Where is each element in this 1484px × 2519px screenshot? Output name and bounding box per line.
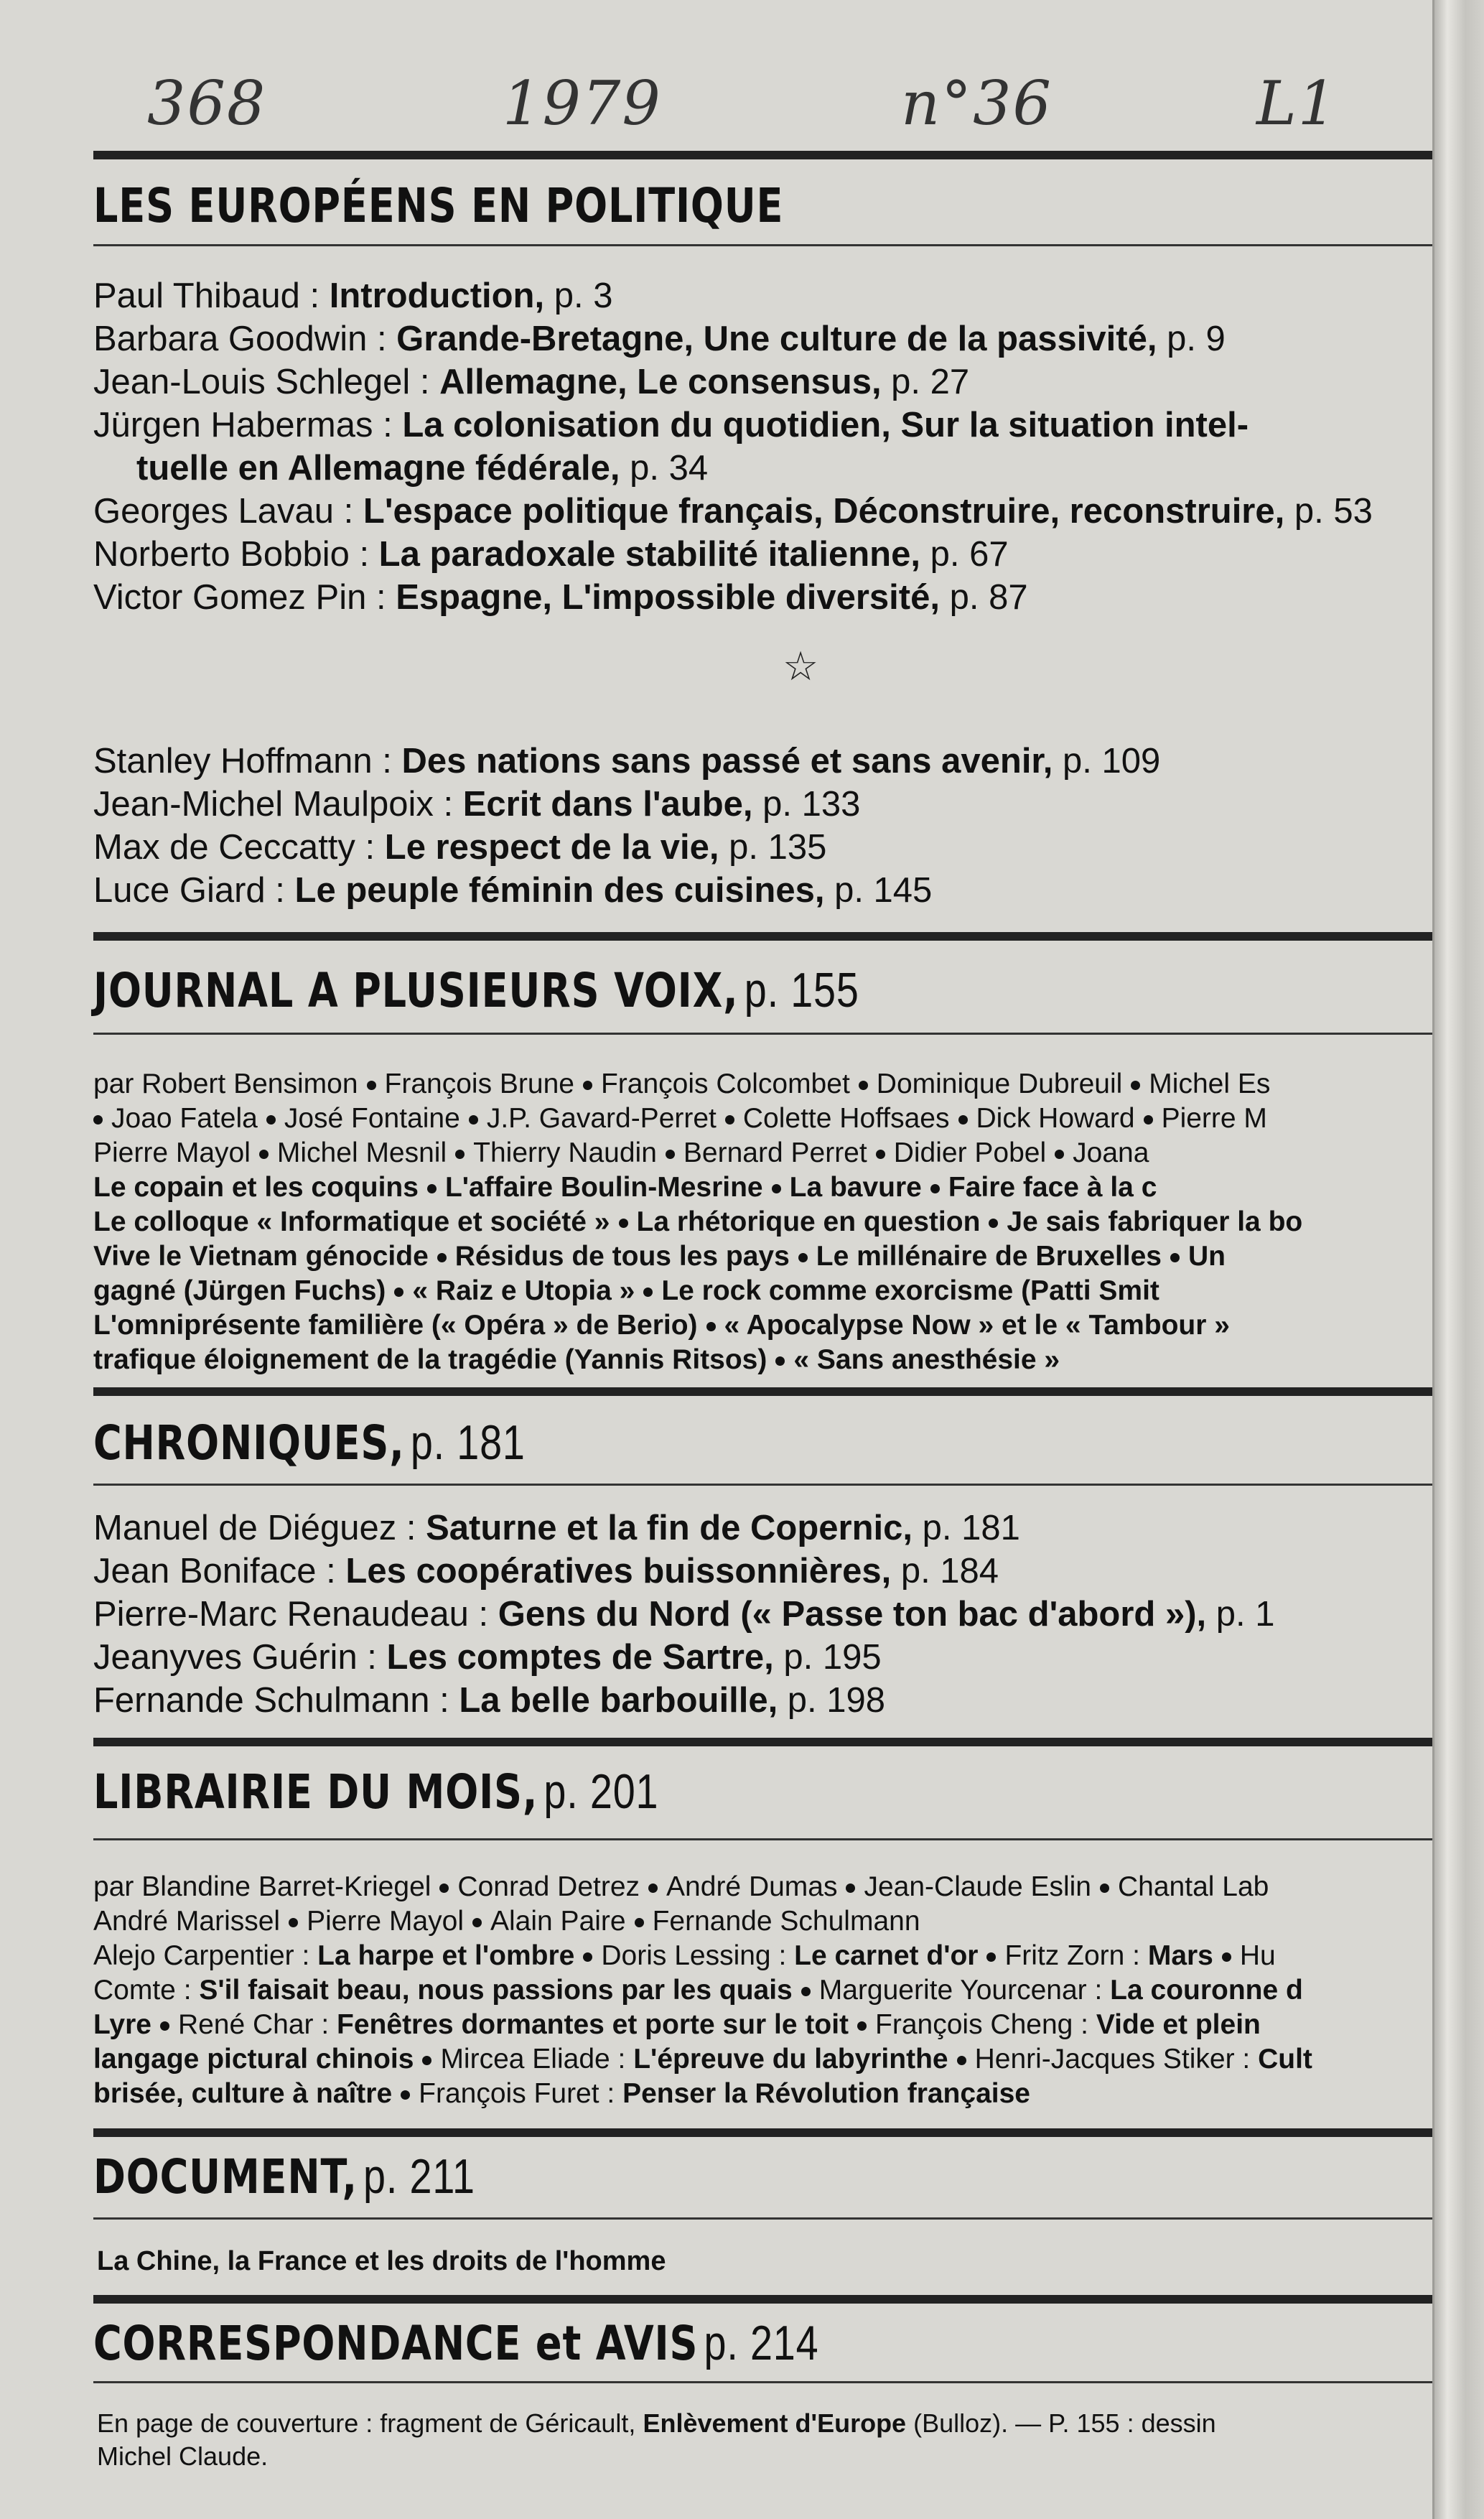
toc-entry: Luce Giard : Le peuple féminin des cuisines, p. 145 <box>93 871 933 910</box>
toc-entry: Max de Ceccatty : Le respect de la vie, p. 135 <box>93 828 827 867</box>
section-rule <box>93 1387 1457 1396</box>
europeens-entries-2 <box>93 740 1457 912</box>
cover-credit-line: En page de couverture : fragment de Géricault, Enlèvement d'Europe (Bulloz). — P. 155 : dessin <box>97 2408 1216 2438</box>
toc-entry: Jürgen Habermas : La colonisation du quotidien, Sur la situation intel- <box>93 406 1249 444</box>
toc-entry: Georges Lavau : L'espace politique français, Déconstruire, reconstruire, p. 53 <box>93 492 1373 531</box>
section-title-europeens: LES EUROPÉENS EN POLITIQUE <box>93 178 784 233</box>
librairie-authors-line: André Marissel Pierre Mayol Alain Paire Fernande Schulmann <box>93 1906 920 1937</box>
section-rule <box>93 151 1457 159</box>
handwritten-issue: n°36 <box>901 68 1053 139</box>
librairie-book-line: langage pictural chinois Mircea Eliade : L'épreuve du labyrinthe Henri-Jacques Stiker : Cult <box>93 2044 1312 2075</box>
journal-block <box>93 1067 1443 1377</box>
chroniques-entries <box>93 1507 1457 1722</box>
librairie-book-line: Alejo Carpentier : La harpe et l'ombre Doris Lessing : Le carnet d'or Fritz Zorn : Mars Hu <box>93 1940 1276 1971</box>
journal-topics-line: Le copain et les coquins L'affaire Boulin-Mesrine La bavure Faire face à la c <box>93 1172 1157 1203</box>
section-divider <box>93 244 1457 246</box>
section-divider <box>93 2381 1457 2383</box>
journal-topics-line: trafique éloignement de la tragédie (Yannis Ritsos) « Sans anesthésie » <box>93 1344 1060 1375</box>
cover-credit-line: Michel Claude. <box>97 2441 269 2471</box>
toc-entry: Paul Thibaud : Introduction, p. 3 <box>93 276 613 315</box>
toc-entry: Stanley Hoffmann : Des nations sans passé et sans avenir, p. 109 <box>93 742 1161 781</box>
section-divider <box>93 1484 1457 1486</box>
toc-entry: Norberto Bobbio : La paradoxale stabilité italienne, p. 67 <box>93 535 1009 574</box>
journal-authors-line: par Robert Bensimon François Brune François Colcombet Dominique Dubreuil Michel Es <box>93 1068 1271 1099</box>
librairie-block <box>93 1870 1443 2111</box>
star-icon: ☆ <box>783 643 819 689</box>
cover-credit <box>97 2407 1216 2473</box>
toc-entry: Victor Gomez Pin : Espagne, L'impossible diversité, p. 87 <box>93 578 1028 617</box>
section-divider <box>93 2217 1457 2220</box>
librairie-book-line: Lyre René Char : Fenêtres dormantes et porte sur le toit François Cheng : Vide et plein <box>93 2009 1261 2040</box>
section-title-correspondance: CORRESPONDANCE et AVIS p. 214 <box>93 2316 819 2371</box>
page-binding-edge <box>1432 0 1484 2519</box>
toc-entry: Manuel de Diéguez : Saturne et la fin de Copernic, p. 181 <box>93 1509 1020 1547</box>
journal-topics-line: gagné (Jürgen Fuchs) « Raiz e Utopia » Le rock comme exorcisme (Patti Smit <box>93 1275 1159 1306</box>
journal-authors-line: Pierre Mayol Michel Mesnil Thierry Naudin Bernard Perret Didier Pobel Joana <box>93 1137 1149 1168</box>
section-rule <box>93 2295 1457 2304</box>
section-rule <box>93 2128 1457 2137</box>
section-title-librairie: LIBRAIRIE DU MOIS, p. 201 <box>93 1764 659 1820</box>
section-rule <box>93 932 1457 941</box>
section-rule <box>93 1738 1457 1746</box>
section-title-document: DOCUMENT, p. 211 <box>93 2149 475 2204</box>
librairie-authors-line: par Blandine Barret-Kriegel Conrad Detrez André Dumas Jean-Claude Eslin Chantal Lab <box>93 1871 1269 1902</box>
section-divider <box>93 1838 1457 1840</box>
journal-authors-line: Joao Fatela José Fontaine J.P. Gavard-Perret Colette Hoffsaes Dick Howard Pierre M <box>93 1102 1443 1136</box>
toc-entry: Barbara Goodwin : Grande-Bretagne, Une culture de la passivité, p. 9 <box>93 320 1226 358</box>
toc-entry: Jean-Louis Schlegel : Allemagne, Le consensus, p. 27 <box>93 363 970 401</box>
toc-entry: Pierre-Marc Renaudeau : Gens du Nord (« Passe ton bac d'abord »), p. 1 <box>93 1595 1275 1634</box>
section-title-chroniques: CHRONIQUES, p. 181 <box>93 1415 526 1471</box>
toc-entry-continued: tuelle en Allemagne fédérale, p. 34 <box>136 449 709 488</box>
librairie-book-line: Comte : S'il faisait beau, nous passions par les quais Marguerite Yourcenar : La couronne d <box>93 1975 1303 2006</box>
toc-entry: Jeanyves Guérin : Les comptes de Sartre, p. 195 <box>93 1638 882 1677</box>
journal-topics-line: Vive le Vietnam génocide Résidus de tous les pays Le millénaire de Bruxelles Un <box>93 1241 1226 1272</box>
journal-topics-line: Le colloque « Informatique et société » La rhétorique en question Je sais fabriquer la bo <box>93 1206 1303 1237</box>
toc-entry: Fernande Schulmann : La belle barbouille, p. 198 <box>93 1681 886 1720</box>
handwritten-year: 1979 <box>503 68 662 139</box>
europeens-entries <box>93 274 1457 619</box>
journal-topics-line: L'omniprésente familière (« Opéra » de Berio) « Apocalypse Now » et le « Tambour » <box>93 1310 1230 1341</box>
section-divider <box>93 1033 1457 1035</box>
handwritten-code: L1 <box>1256 68 1338 139</box>
librairie-book-line: brisée, culture à naître François Furet : Penser la Révolution française <box>93 2078 1030 2109</box>
toc-entry: Jean Boniface : Les coopératives buissonnières, p. 184 <box>93 1552 999 1591</box>
document-item: La Chine, la France et les droits de l'homme <box>97 2246 666 2276</box>
handwritten-number: 368 <box>147 68 267 139</box>
toc-entry: Jean-Michel Maulpoix : Ecrit dans l'aube, p. 133 <box>93 785 861 824</box>
section-title-journal: JOURNAL A PLUSIEURS VOIX, p. 155 <box>93 963 859 1018</box>
